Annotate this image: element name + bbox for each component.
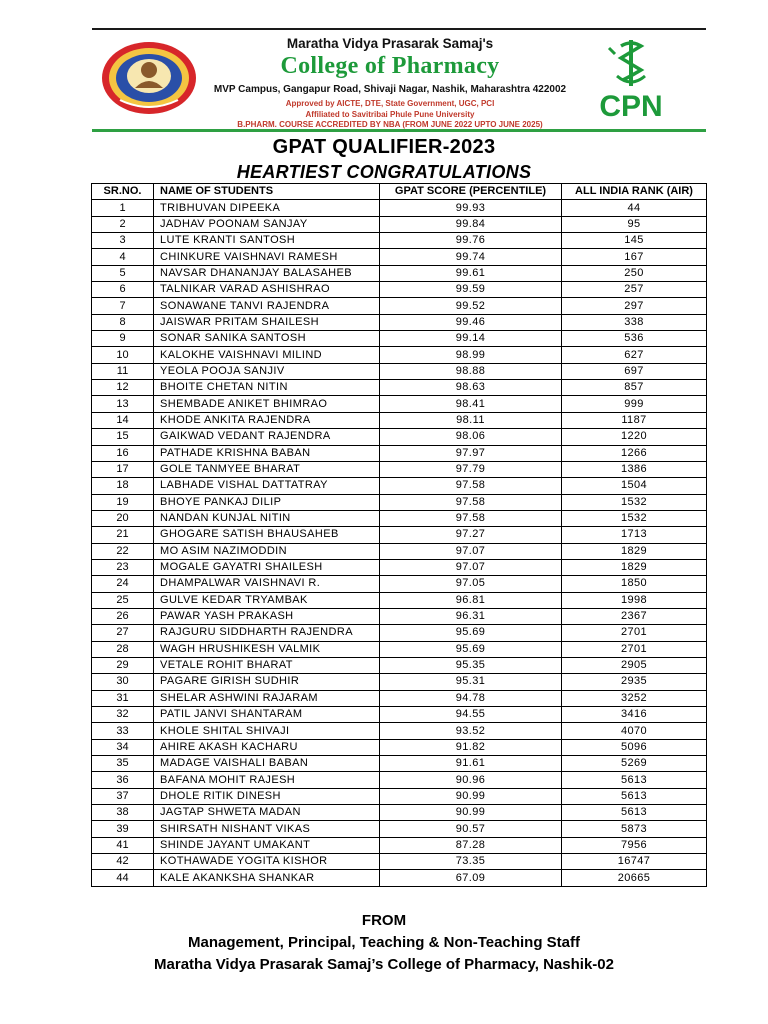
cell-student-name: JAGTAP SHWETA MADAN [154, 805, 380, 821]
cell-air-rank: 167 [562, 249, 707, 265]
cell-air-rank: 5269 [562, 756, 707, 772]
cell-student-name: VETALE ROHIT BHARAT [154, 657, 380, 673]
cell-air-rank: 1187 [562, 412, 707, 428]
cell-student-name: TALNIKAR VARAD ASHISHRAO [154, 282, 380, 298]
cell-student-name: DHAMPALWAR VAISHNAVI R. [154, 576, 380, 592]
cell-srno: 42 [92, 854, 154, 870]
cell-srno: 8 [92, 314, 154, 330]
cell-gpat-score: 97.07 [380, 543, 562, 559]
cell-student-name: WAGH HRUSHIKESH VALMIK [154, 641, 380, 657]
cell-student-name: NANDAN KUNJAL NITIN [154, 510, 380, 526]
cell-student-name: MOGALE GAYATRI SHAILESH [154, 559, 380, 575]
cell-srno: 20 [92, 510, 154, 526]
cell-air-rank: 145 [562, 233, 707, 249]
cell-air-rank: 3416 [562, 707, 707, 723]
table-row [92, 478, 707, 494]
cell-student-name: NAVSAR DHANANJAY BALASAHEB [154, 265, 380, 281]
cell-student-name: PATIL JANVI SHANTARAM [154, 707, 380, 723]
cell-srno: 25 [92, 592, 154, 608]
cell-gpat-score: 91.61 [380, 756, 562, 772]
table-row [92, 625, 707, 641]
cell-gpat-score: 99.59 [380, 282, 562, 298]
cell-srno: 1 [92, 200, 154, 216]
cell-air-rank: 95 [562, 216, 707, 232]
cell-air-rank: 5613 [562, 788, 707, 804]
table-row [92, 707, 707, 723]
cell-gpat-score: 99.46 [380, 314, 562, 330]
cell-student-name: LUTE KRANTI SANTOSH [154, 233, 380, 249]
cell-gpat-score: 97.58 [380, 478, 562, 494]
cell-student-name: GULVE KEDAR TRYAMBAK [154, 592, 380, 608]
table-row [92, 461, 707, 477]
cell-air-rank: 2905 [562, 657, 707, 673]
cell-student-name: MADAGE VAISHALI BABAN [154, 756, 380, 772]
cell-gpat-score: 91.82 [380, 739, 562, 755]
cell-air-rank: 20665 [562, 870, 707, 886]
header-green-rule [92, 129, 706, 132]
cell-air-rank: 44 [562, 200, 707, 216]
cell-gpat-score: 95.31 [380, 674, 562, 690]
cell-student-name: SONAR SANIKA SANTOSH [154, 331, 380, 347]
table-row [92, 641, 707, 657]
cell-air-rank: 999 [562, 396, 707, 412]
table-row [92, 527, 707, 543]
table-row [92, 282, 707, 298]
cell-srno: 37 [92, 788, 154, 804]
cell-srno: 32 [92, 707, 154, 723]
col-header-score: GPAT SCORE (PERCENTILE) [380, 184, 562, 200]
cell-srno: 22 [92, 543, 154, 559]
cell-gpat-score: 87.28 [380, 837, 562, 853]
table-row [92, 690, 707, 706]
approval-line: Approved by AICTE, DTE, State Government, UGC, PCI [285, 99, 495, 108]
cell-gpat-score: 97.97 [380, 445, 562, 461]
cell-student-name: GOLE TANMYEE BHARAT [154, 461, 380, 477]
cell-student-name: RAJGURU SIDDHARTH RAJENDRA [154, 625, 380, 641]
table-row [92, 739, 707, 755]
cell-student-name: SONAWANE TANVI RAJENDRA [154, 298, 380, 314]
cell-gpat-score: 90.99 [380, 788, 562, 804]
cell-gpat-score: 67.09 [380, 870, 562, 886]
table-row [92, 837, 707, 853]
cell-srno: 13 [92, 396, 154, 412]
table-row [92, 805, 707, 821]
cell-srno: 15 [92, 429, 154, 445]
cell-air-rank: 2701 [562, 625, 707, 641]
cell-student-name: JADHAV POONAM SANJAY [154, 216, 380, 232]
cell-air-rank: 1713 [562, 527, 707, 543]
cell-srno: 11 [92, 363, 154, 379]
cell-srno: 23 [92, 559, 154, 575]
table-row [92, 592, 707, 608]
cell-gpat-score: 97.79 [380, 461, 562, 477]
cell-air-rank: 16747 [562, 854, 707, 870]
cell-gpat-score: 95.35 [380, 657, 562, 673]
cell-gpat-score: 95.69 [380, 625, 562, 641]
cell-gpat-score: 97.07 [380, 559, 562, 575]
cpn-logo [585, 36, 677, 120]
cell-air-rank: 5096 [562, 739, 707, 755]
col-header-srno: SR.NO. [92, 184, 154, 200]
table-row [92, 216, 707, 232]
cell-student-name: SHEMBADE ANIKET BHIMRAO [154, 396, 380, 412]
table-row [92, 657, 707, 673]
table-row [92, 870, 707, 886]
table-row [92, 233, 707, 249]
table-row [92, 576, 707, 592]
cell-srno: 29 [92, 657, 154, 673]
cell-student-name: KHOLE SHITAL SHIVAJI [154, 723, 380, 739]
col-header-name: NAME OF STUDENTS [154, 184, 380, 200]
cell-srno: 35 [92, 756, 154, 772]
table-row [92, 298, 707, 314]
cell-srno: 10 [92, 347, 154, 363]
cell-air-rank: 1386 [562, 461, 707, 477]
cell-student-name: SHELAR ASHWINI RAJARAM [154, 690, 380, 706]
cell-student-name: GAIKWAD VEDANT RAJENDRA [154, 429, 380, 445]
table-row [92, 723, 707, 739]
cell-air-rank: 536 [562, 331, 707, 347]
cell-srno: 9 [92, 331, 154, 347]
cell-air-rank: 2367 [562, 608, 707, 624]
college-name: College of Pharmacy [280, 53, 500, 79]
cell-srno: 4 [92, 249, 154, 265]
affiliation-line: Affiliated to Savitribai Phule Pune University [305, 110, 475, 119]
cell-air-rank: 4070 [562, 723, 707, 739]
cell-gpat-score: 95.69 [380, 641, 562, 657]
cell-gpat-score: 99.84 [380, 216, 562, 232]
cell-srno: 33 [92, 723, 154, 739]
footer-line-2: Maratha Vidya Prasarak Samaj’s College of Pharmacy, Nashik-02 [154, 956, 614, 973]
cell-gpat-score: 94.78 [380, 690, 562, 706]
cell-gpat-score: 90.99 [380, 805, 562, 821]
cell-gpat-score: 93.52 [380, 723, 562, 739]
table-row [92, 756, 707, 772]
cell-gpat-score: 98.11 [380, 412, 562, 428]
table-row [92, 821, 707, 837]
cell-srno: 44 [92, 870, 154, 886]
cell-gpat-score: 99.61 [380, 265, 562, 281]
cell-srno: 31 [92, 690, 154, 706]
society-emblem-logo [100, 40, 198, 116]
cell-air-rank: 1532 [562, 494, 707, 510]
table-row [92, 314, 707, 330]
cell-gpat-score: 73.35 [380, 854, 562, 870]
footer-from: FROM [361, 912, 407, 929]
cell-gpat-score: 98.06 [380, 429, 562, 445]
cell-student-name: PAWAR YASH PRAKASH [154, 608, 380, 624]
cell-air-rank: 1829 [562, 543, 707, 559]
cell-srno: 24 [92, 576, 154, 592]
cell-air-rank: 3252 [562, 690, 707, 706]
footer-line-1: Management, Principal, Teaching & Non-Teaching Staff [188, 934, 580, 951]
cell-srno: 34 [92, 739, 154, 755]
cell-air-rank: 338 [562, 314, 707, 330]
society-name: Maratha Vidya Prasarak Samaj's [286, 36, 494, 51]
cell-student-name: SHINDE JAYANT UMAKANT [154, 837, 380, 853]
cell-air-rank: 857 [562, 380, 707, 396]
cell-student-name: GHOGARE SATISH BHAUSAHEB [154, 527, 380, 543]
cell-student-name: PATHADE KRISHNA BABAN [154, 445, 380, 461]
table-row [92, 854, 707, 870]
accreditation-line: B.PHARM. COURSE ACCREDITED BY NBA (FROM JUNE 2022 UPTO JUNE 2025) [237, 120, 543, 129]
page-subtitle: HEARTIEST CONGRATULATIONS [236, 162, 532, 182]
cell-student-name: AHIRE AKASH KACHARU [154, 739, 380, 755]
cell-student-name: SHIRSATH NISHANT VIKAS [154, 821, 380, 837]
cell-air-rank: 1532 [562, 510, 707, 526]
table-row [92, 674, 707, 690]
cell-air-rank: 1998 [562, 592, 707, 608]
cell-student-name: TRIBHUVAN DIPEEKA [154, 200, 380, 216]
cell-air-rank: 1850 [562, 576, 707, 592]
cell-air-rank: 1266 [562, 445, 707, 461]
table-row [92, 200, 707, 216]
cell-air-rank: 7956 [562, 837, 707, 853]
cell-student-name: PAGARE GIRISH SUDHIR [154, 674, 380, 690]
cell-srno: 12 [92, 380, 154, 396]
cell-srno: 28 [92, 641, 154, 657]
table-row [92, 396, 707, 412]
cell-gpat-score: 99.76 [380, 233, 562, 249]
cell-gpat-score: 97.58 [380, 494, 562, 510]
cell-srno: 2 [92, 216, 154, 232]
cell-srno: 3 [92, 233, 154, 249]
cell-student-name: LABHADE VISHAL DATTATRAY [154, 478, 380, 494]
cell-air-rank: 5613 [562, 805, 707, 821]
cell-gpat-score: 97.58 [380, 510, 562, 526]
cell-srno: 14 [92, 412, 154, 428]
cell-gpat-score: 98.63 [380, 380, 562, 396]
table-row [92, 608, 707, 624]
cell-srno: 27 [92, 625, 154, 641]
cell-gpat-score: 99.14 [380, 331, 562, 347]
cell-srno: 30 [92, 674, 154, 690]
cell-air-rank: 257 [562, 282, 707, 298]
cell-gpat-score: 99.52 [380, 298, 562, 314]
cell-gpat-score: 99.93 [380, 200, 562, 216]
table-row [92, 412, 707, 428]
cell-student-name: CHINKURE VAISHNAVI RAMESH [154, 249, 380, 265]
cell-srno: 5 [92, 265, 154, 281]
table-row [92, 543, 707, 559]
cell-srno: 41 [92, 837, 154, 853]
table-row [92, 445, 707, 461]
cell-air-rank: 5873 [562, 821, 707, 837]
cell-gpat-score: 98.88 [380, 363, 562, 379]
cell-student-name: YEOLA POOJA SANJIV [154, 363, 380, 379]
table-row [92, 559, 707, 575]
cell-air-rank: 627 [562, 347, 707, 363]
cell-srno: 38 [92, 805, 154, 821]
page-title: GPAT QUALIFIER-2023 [272, 136, 496, 158]
cell-srno: 26 [92, 608, 154, 624]
cell-air-rank: 1504 [562, 478, 707, 494]
cell-srno: 39 [92, 821, 154, 837]
cell-srno: 17 [92, 461, 154, 477]
table-row [92, 510, 707, 526]
cell-gpat-score: 90.96 [380, 772, 562, 788]
cell-gpat-score: 97.27 [380, 527, 562, 543]
college-address: MVP Campus, Gangapur Road, Shivaji Nagar, Nashik, Maharashtra 422002 [213, 84, 567, 95]
cell-air-rank: 5613 [562, 772, 707, 788]
cell-air-rank: 297 [562, 298, 707, 314]
cell-student-name: JAISWAR PRITAM SHAILESH [154, 314, 380, 330]
cell-air-rank: 250 [562, 265, 707, 281]
table-row [92, 772, 707, 788]
cell-gpat-score: 90.57 [380, 821, 562, 837]
cell-gpat-score: 94.55 [380, 707, 562, 723]
table-row [92, 363, 707, 379]
cell-student-name: KALOKHE VAISHNAVI MILIND [154, 347, 380, 363]
table-row [92, 788, 707, 804]
cell-air-rank: 1220 [562, 429, 707, 445]
cell-srno: 21 [92, 527, 154, 543]
table-row [92, 249, 707, 265]
cell-air-rank: 2701 [562, 641, 707, 657]
table-row [92, 494, 707, 510]
table-row [92, 265, 707, 281]
cell-srno: 18 [92, 478, 154, 494]
cell-gpat-score: 98.41 [380, 396, 562, 412]
cell-srno: 6 [92, 282, 154, 298]
table-row [92, 331, 707, 347]
cell-gpat-score: 96.81 [380, 592, 562, 608]
cell-srno: 16 [92, 445, 154, 461]
cell-student-name: BHOITE CHETAN NITIN [154, 380, 380, 396]
table-header-row [92, 184, 707, 200]
cell-student-name: KOTHAWADE YOGITA KISHOR [154, 854, 380, 870]
cell-gpat-score: 98.99 [380, 347, 562, 363]
header-top-rule [92, 28, 706, 30]
cell-srno: 7 [92, 298, 154, 314]
cpn-logo-text: CPN [599, 90, 663, 120]
table-row [92, 347, 707, 363]
cell-gpat-score: 99.74 [380, 249, 562, 265]
cell-air-rank: 1829 [562, 559, 707, 575]
cell-student-name: KALE AKANKSHA SHANKAR [154, 870, 380, 886]
cell-student-name: MO ASIM NAZIMODDIN [154, 543, 380, 559]
col-header-rank: ALL INDIA RANK (AIR) [562, 184, 707, 200]
cell-air-rank: 2935 [562, 674, 707, 690]
cell-student-name: KHODE ANKITA RAJENDRA [154, 412, 380, 428]
table-row [92, 380, 707, 396]
cell-student-name: BAFANA MOHIT RAJESH [154, 772, 380, 788]
cell-srno: 36 [92, 772, 154, 788]
cell-gpat-score: 96.31 [380, 608, 562, 624]
cell-student-name: BHOYE PANKAJ DILIP [154, 494, 380, 510]
results-table [91, 183, 707, 887]
cell-air-rank: 697 [562, 363, 707, 379]
table-row [92, 429, 707, 445]
cell-student-name: DHOLE RITIK DINESH [154, 788, 380, 804]
cell-srno: 19 [92, 494, 154, 510]
cell-gpat-score: 97.05 [380, 576, 562, 592]
